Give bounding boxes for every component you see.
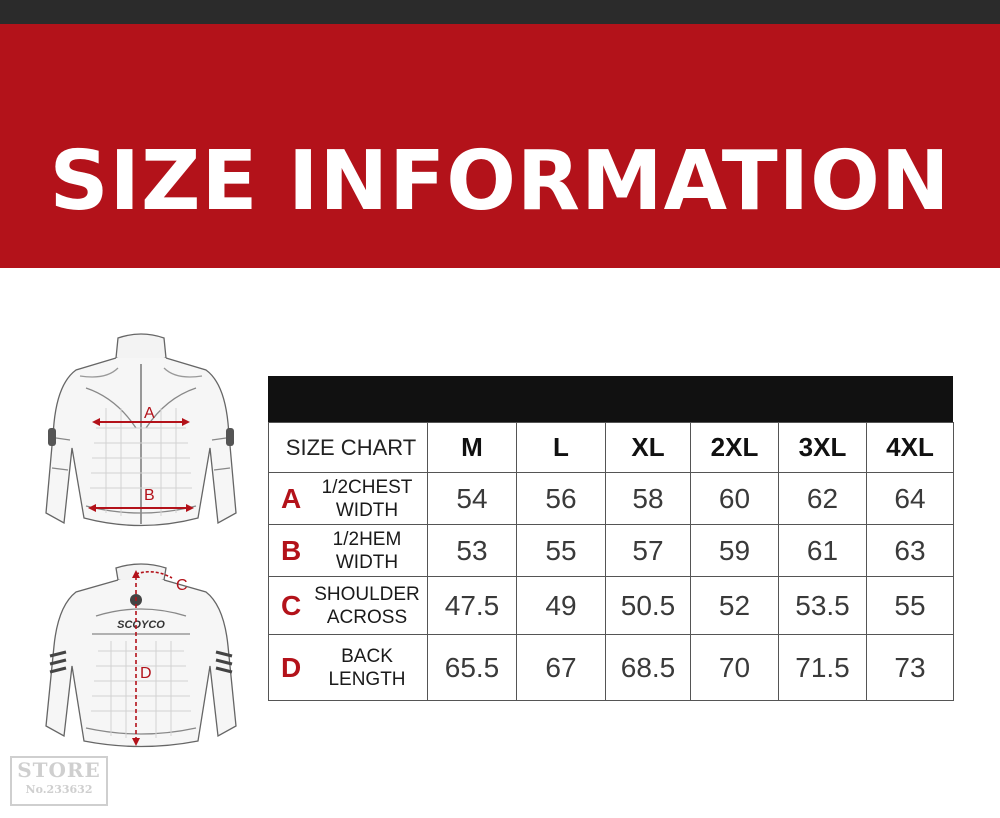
table-cell: 53 — [428, 525, 517, 577]
row-letter-b: B — [281, 534, 302, 566]
table-cell: 50.5 — [606, 577, 691, 635]
table-cell: 52 — [691, 577, 779, 635]
measure-letter-b: B — [144, 487, 155, 504]
size-header-xl: XL — [606, 423, 691, 473]
brand-text: SCOYCO — [117, 619, 165, 631]
row-label-back-line1: BACK — [341, 645, 393, 667]
table-header-row — [269, 423, 954, 473]
table-cell: 55 — [517, 525, 606, 577]
row-label-back-length — [269, 635, 428, 701]
row-label-shoulder-line1: SHOULDER — [314, 583, 420, 605]
banner — [0, 24, 1000, 268]
measure-letter-a: A — [144, 405, 155, 422]
table-cell: 62 — [779, 473, 867, 525]
table-cell: 61 — [779, 525, 867, 577]
row-label-chest-line2: WIDTH — [335, 499, 399, 521]
row-label-hem-line2: WIDTH — [335, 551, 399, 573]
size-header-2xl: 2XL — [691, 423, 779, 473]
table-cell: 57 — [606, 525, 691, 577]
row-letter-d: D — [281, 651, 302, 683]
measure-letter-c: C — [176, 577, 188, 594]
banner-title: SIZE INFORMATION — [49, 134, 951, 229]
measure-letter-d: D — [140, 665, 152, 682]
size-header-l: L — [517, 423, 606, 473]
size-chart-label: SIZE CHART — [269, 423, 428, 473]
row-label-hem — [269, 525, 428, 577]
store-watermark-line2: No.233632 — [25, 783, 93, 796]
top-strip — [0, 0, 1000, 24]
size-header-4xl: 4XL — [867, 423, 954, 473]
table-cell: 68.5 — [606, 635, 691, 701]
table-cell: 63 — [867, 525, 954, 577]
jacket-front-illustration — [36, 328, 246, 543]
table-row-shoulder — [269, 577, 954, 635]
table-cell: 59 — [691, 525, 779, 577]
row-label-hem-line1: 1/2HEM — [332, 528, 402, 550]
table-cell: 64 — [867, 473, 954, 525]
size-header-m: M — [428, 423, 517, 473]
table-cell: 58 — [606, 473, 691, 525]
table-cell: 65.5 — [428, 635, 517, 701]
row-label-chest — [269, 473, 428, 525]
table-cell: 67 — [517, 635, 606, 701]
row-label-shoulder — [269, 577, 428, 635]
row-label-shoulder-line2: ACROSS — [326, 606, 408, 628]
row-letter-c: C — [281, 589, 302, 621]
store-watermark — [10, 756, 108, 806]
table-row-chest — [269, 473, 954, 525]
store-watermark-line1: STORE — [17, 758, 101, 782]
size-chart-table — [268, 422, 954, 701]
row-letter-a: A — [281, 482, 302, 514]
table-header-bar — [268, 376, 953, 422]
row-label-chest-line1: 1/2CHEST — [321, 476, 413, 498]
size-header-3xl: 3XL — [779, 423, 867, 473]
row-label-back-line2: LENGTH — [328, 668, 406, 690]
table-cell: 73 — [867, 635, 954, 701]
table-cell: 56 — [517, 473, 606, 525]
table-cell: 47.5 — [428, 577, 517, 635]
jacket-back-illustration — [36, 556, 246, 756]
table-row-hem — [269, 525, 954, 577]
table-cell: 70 — [691, 635, 779, 701]
table-cell: 55 — [867, 577, 954, 635]
table-cell: 54 — [428, 473, 517, 525]
table-row-back-length — [269, 635, 954, 701]
table-cell: 71.5 — [779, 635, 867, 701]
table-cell: 53.5 — [779, 577, 867, 635]
table-cell: 49 — [517, 577, 606, 635]
table-cell: 60 — [691, 473, 779, 525]
